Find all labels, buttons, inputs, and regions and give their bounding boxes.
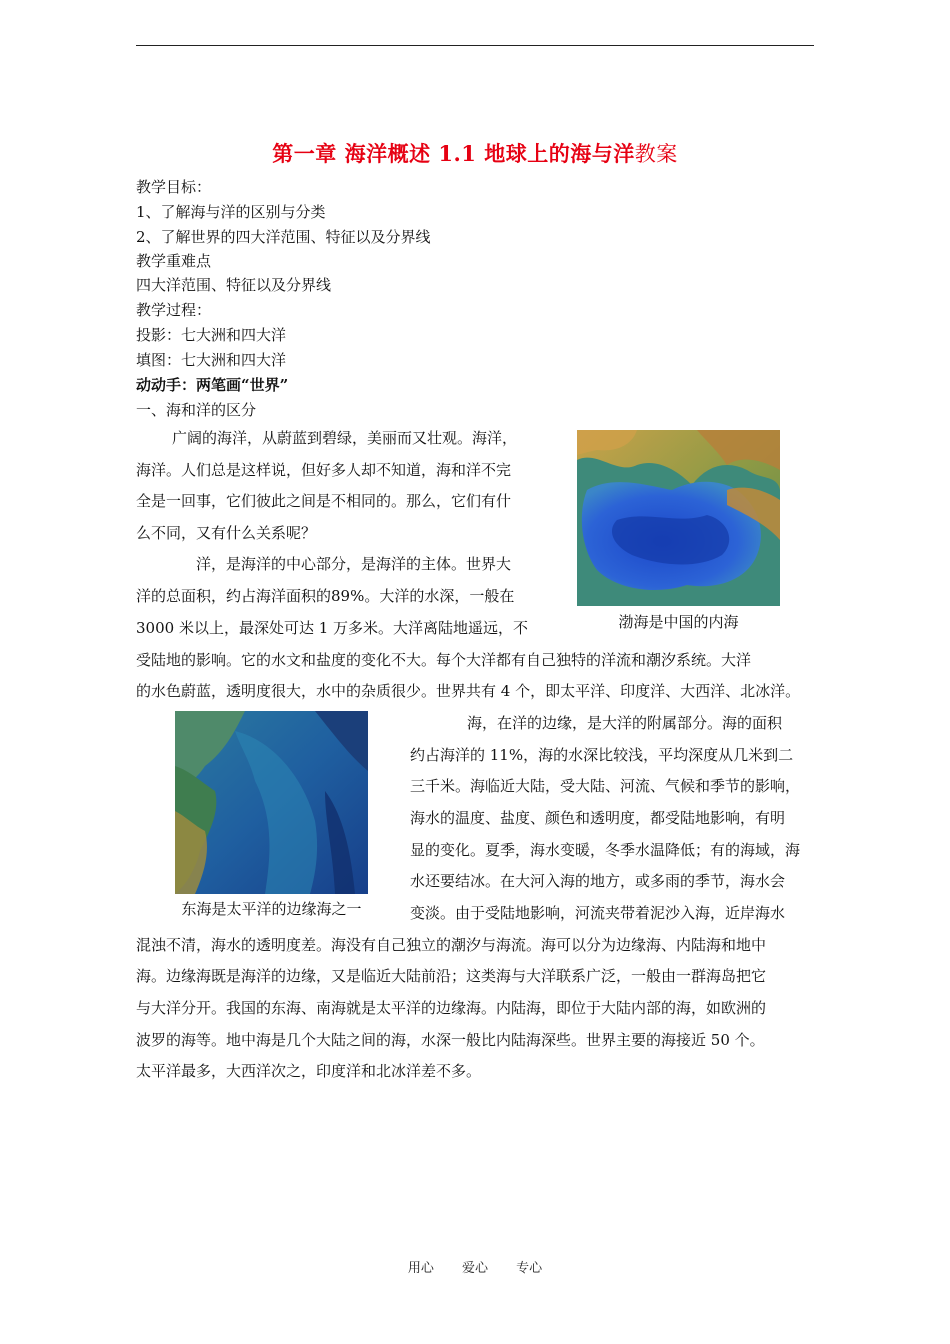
title-tail: 教案 (634, 142, 678, 166)
east-china-sea-map-image (175, 711, 368, 894)
text-line: 2、了解世界的四大洋范围、特征以及分界线 (136, 228, 431, 246)
para-line: 洋的总面积，约占海洋面积的89%。大洋的水深，一般在 (136, 587, 515, 605)
para-line: 全是一回事，它们彼此之间是不相同的。那么，它们有什 (136, 492, 512, 510)
para-line: 波罗的海等。地中海是几个大陆之间的海，水深一般比内陆海深些。世界主要的海接近 50 个。 (136, 1031, 765, 1049)
para-line: 水还要结冰。在大河入海的地方，或多雨的季节，海水会 (410, 872, 786, 890)
page-title (0, 138, 950, 168)
para-line: 混浊不清，海水的透明度差。海没有自己独立的潮汐与海流。海可以分为边缘海、内陆海和地中 (136, 936, 767, 954)
text-line: 投影：七大洲和四大洋 (136, 326, 287, 344)
para-line: 三千米。海临近大陆，受大陆、河流、气候和季节的影响， (410, 777, 801, 795)
footer-word: 用心 (407, 1261, 434, 1276)
para-line: 洋，是海洋的中心部分，是海洋的主体。世界大 (196, 555, 512, 573)
text-line: 填图：七大洲和四大洋 (136, 351, 287, 369)
text-line: 1、了解海与洋的区别与分类 (136, 203, 326, 221)
bohai-caption: 渤海是中国的内海 (618, 613, 739, 631)
section-heading: 一、海和洋的区分 (136, 401, 257, 419)
para-line: 与大洋分开。我国的东海、南海就是太平洋的边缘海。内陆海，即位于大陆内部的海，如欧洲的 (136, 999, 767, 1017)
para-line: 3000 米以上，最深处可达 1 万多米。大洋离陆地遥远，不 (136, 619, 529, 637)
footer-word: 爱心 (461, 1261, 488, 1276)
para-line: 显的变化。夏季，海水变暖，冬季水温降低；有的海域，海 (410, 841, 801, 859)
text-line: 教学目标： (136, 178, 212, 196)
activity-heading: 动动手：两笔画“世界” (136, 376, 289, 394)
title-main: 第一章 海洋概述 1.1 地球上的海与洋 (272, 141, 635, 166)
header-rule (136, 45, 814, 46)
para-line: 海，在洋的边缘，是大洋的附属部分。海的面积 (467, 714, 783, 732)
para-line: 海水的温度、盐度、颜色和透明度，都受陆地影响，有明 (410, 809, 786, 827)
para-line: 广阔的海洋，从蔚蓝到碧绿，美丽而又壮观。海洋， (172, 429, 518, 447)
para-line: 海。边缘海既是海洋的边缘，又是临近大陆前沿；这类海与大洋联系广泛，一般由一群海岛把它 (136, 967, 767, 985)
text-line: 教学过程： (136, 301, 212, 319)
footer-word: 专心 (516, 1261, 543, 1276)
text-line: 四大洋范围、特征以及分界线 (136, 276, 332, 294)
para-line: 受陆地的影响。它的水文和盐度的变化不大。每个大洋都有自己独特的洋流和潮汐系统。大洋 (136, 651, 752, 669)
page-footer (0, 1257, 950, 1276)
para-line: 海洋。人们总是这样说，但好多人却不知道，海和洋不完 (136, 461, 512, 479)
para-line: 变淡。由于受陆地影响，河流夹带着泥沙入海，近岸海水 (410, 904, 786, 922)
para-line: 的水色蔚蓝，透明度很大，水中的杂质很少。世界共有 4 个，即太平洋、印度洋、大西洋、北冰洋。 (136, 682, 801, 700)
text-line: 教学重难点 (136, 252, 212, 270)
para-line: 太平洋最多，大西洋次之，印度洋和北冰洋差不多。 (136, 1062, 482, 1080)
para-line: 约占海洋的 11%，海的水深比较浅，平均深度从几米到二 (410, 746, 794, 764)
para-line: 么不同，又有什么关系呢？ (136, 524, 317, 542)
east-china-sea-caption: 东海是太平洋的边缘海之一 (181, 900, 362, 918)
bohai-map-image (577, 430, 780, 606)
